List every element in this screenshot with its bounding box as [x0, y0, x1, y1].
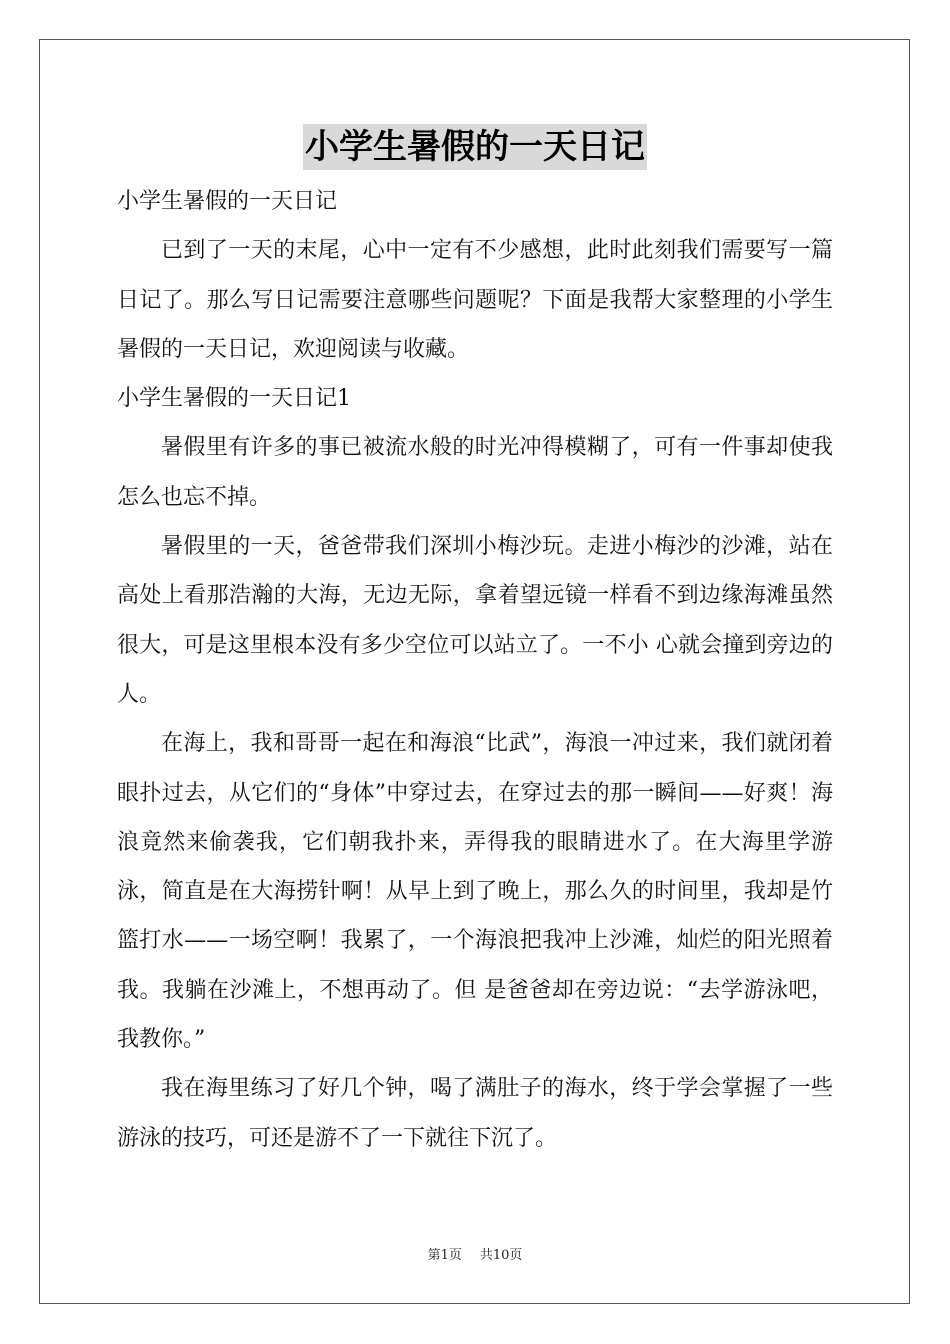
page-total: 共10页	[479, 1248, 523, 1263]
paragraph: 在海上，我和哥哥一起在和海浪“比武”，海浪一冲过来，我们就闭着眼扑过去，从它们的“身体”中穿过去，在穿过去的那一瞬间——好爽！海浪竟然来偷袭我，它们朝我扑来，弄得我的眼睛进水了。在大海里学游泳，简直是在大海捞针啊！从早上到了晚上，那么久的时间里，我却是竹篮打水——一场空啊！我累了，一个海浪把我冲上沙滩，灿烂的阳光照着我。我躺在沙滩上，不想再动了。但 是爸爸却在旁边说：“去学游泳吧，我教你。”	[117, 731, 833, 1053]
subheading: 小学生暑假的一天日记	[117, 189, 338, 214]
paragraph: 暑假里有许多的事已被流水般的时光冲得模糊了，可有一件事却使我怎么也忘不掉。	[117, 435, 833, 510]
paragraph: 已到了一天的末尾，心中一定有不少感想，此时此刻我们需要写一篇日记了。那么写日记需要注意哪些问题呢？下面是我帮大家整理的小学生暑假的一天日记，欢迎阅读与收藏。	[117, 238, 833, 362]
document-body	[117, 177, 833, 1163]
page-footer	[0, 1246, 950, 1266]
document-title: 小学生暑假的一天日记	[303, 124, 647, 170]
paragraph: 暑假里的一天，爸爸带我们深圳小梅沙玩。走进小梅沙的沙滩，站在高处上看那浩瀚的大海，无边无际，拿着望远镜一样看不到边缘海滩虽然很大，可是这里根本没有多少空位可以站立了。一不小 心就会撞到旁边的人。	[117, 534, 833, 707]
page-number: 第1页	[427, 1248, 462, 1263]
title-container	[0, 124, 950, 170]
paragraph: 我在海里练习了好几个钟，喝了满肚子的海水，终于学会掌握了一些游泳的技巧，可还是游不了一下就往下沉了。	[117, 1076, 833, 1151]
subheading: 小学生暑假的一天日记1	[117, 386, 351, 412]
